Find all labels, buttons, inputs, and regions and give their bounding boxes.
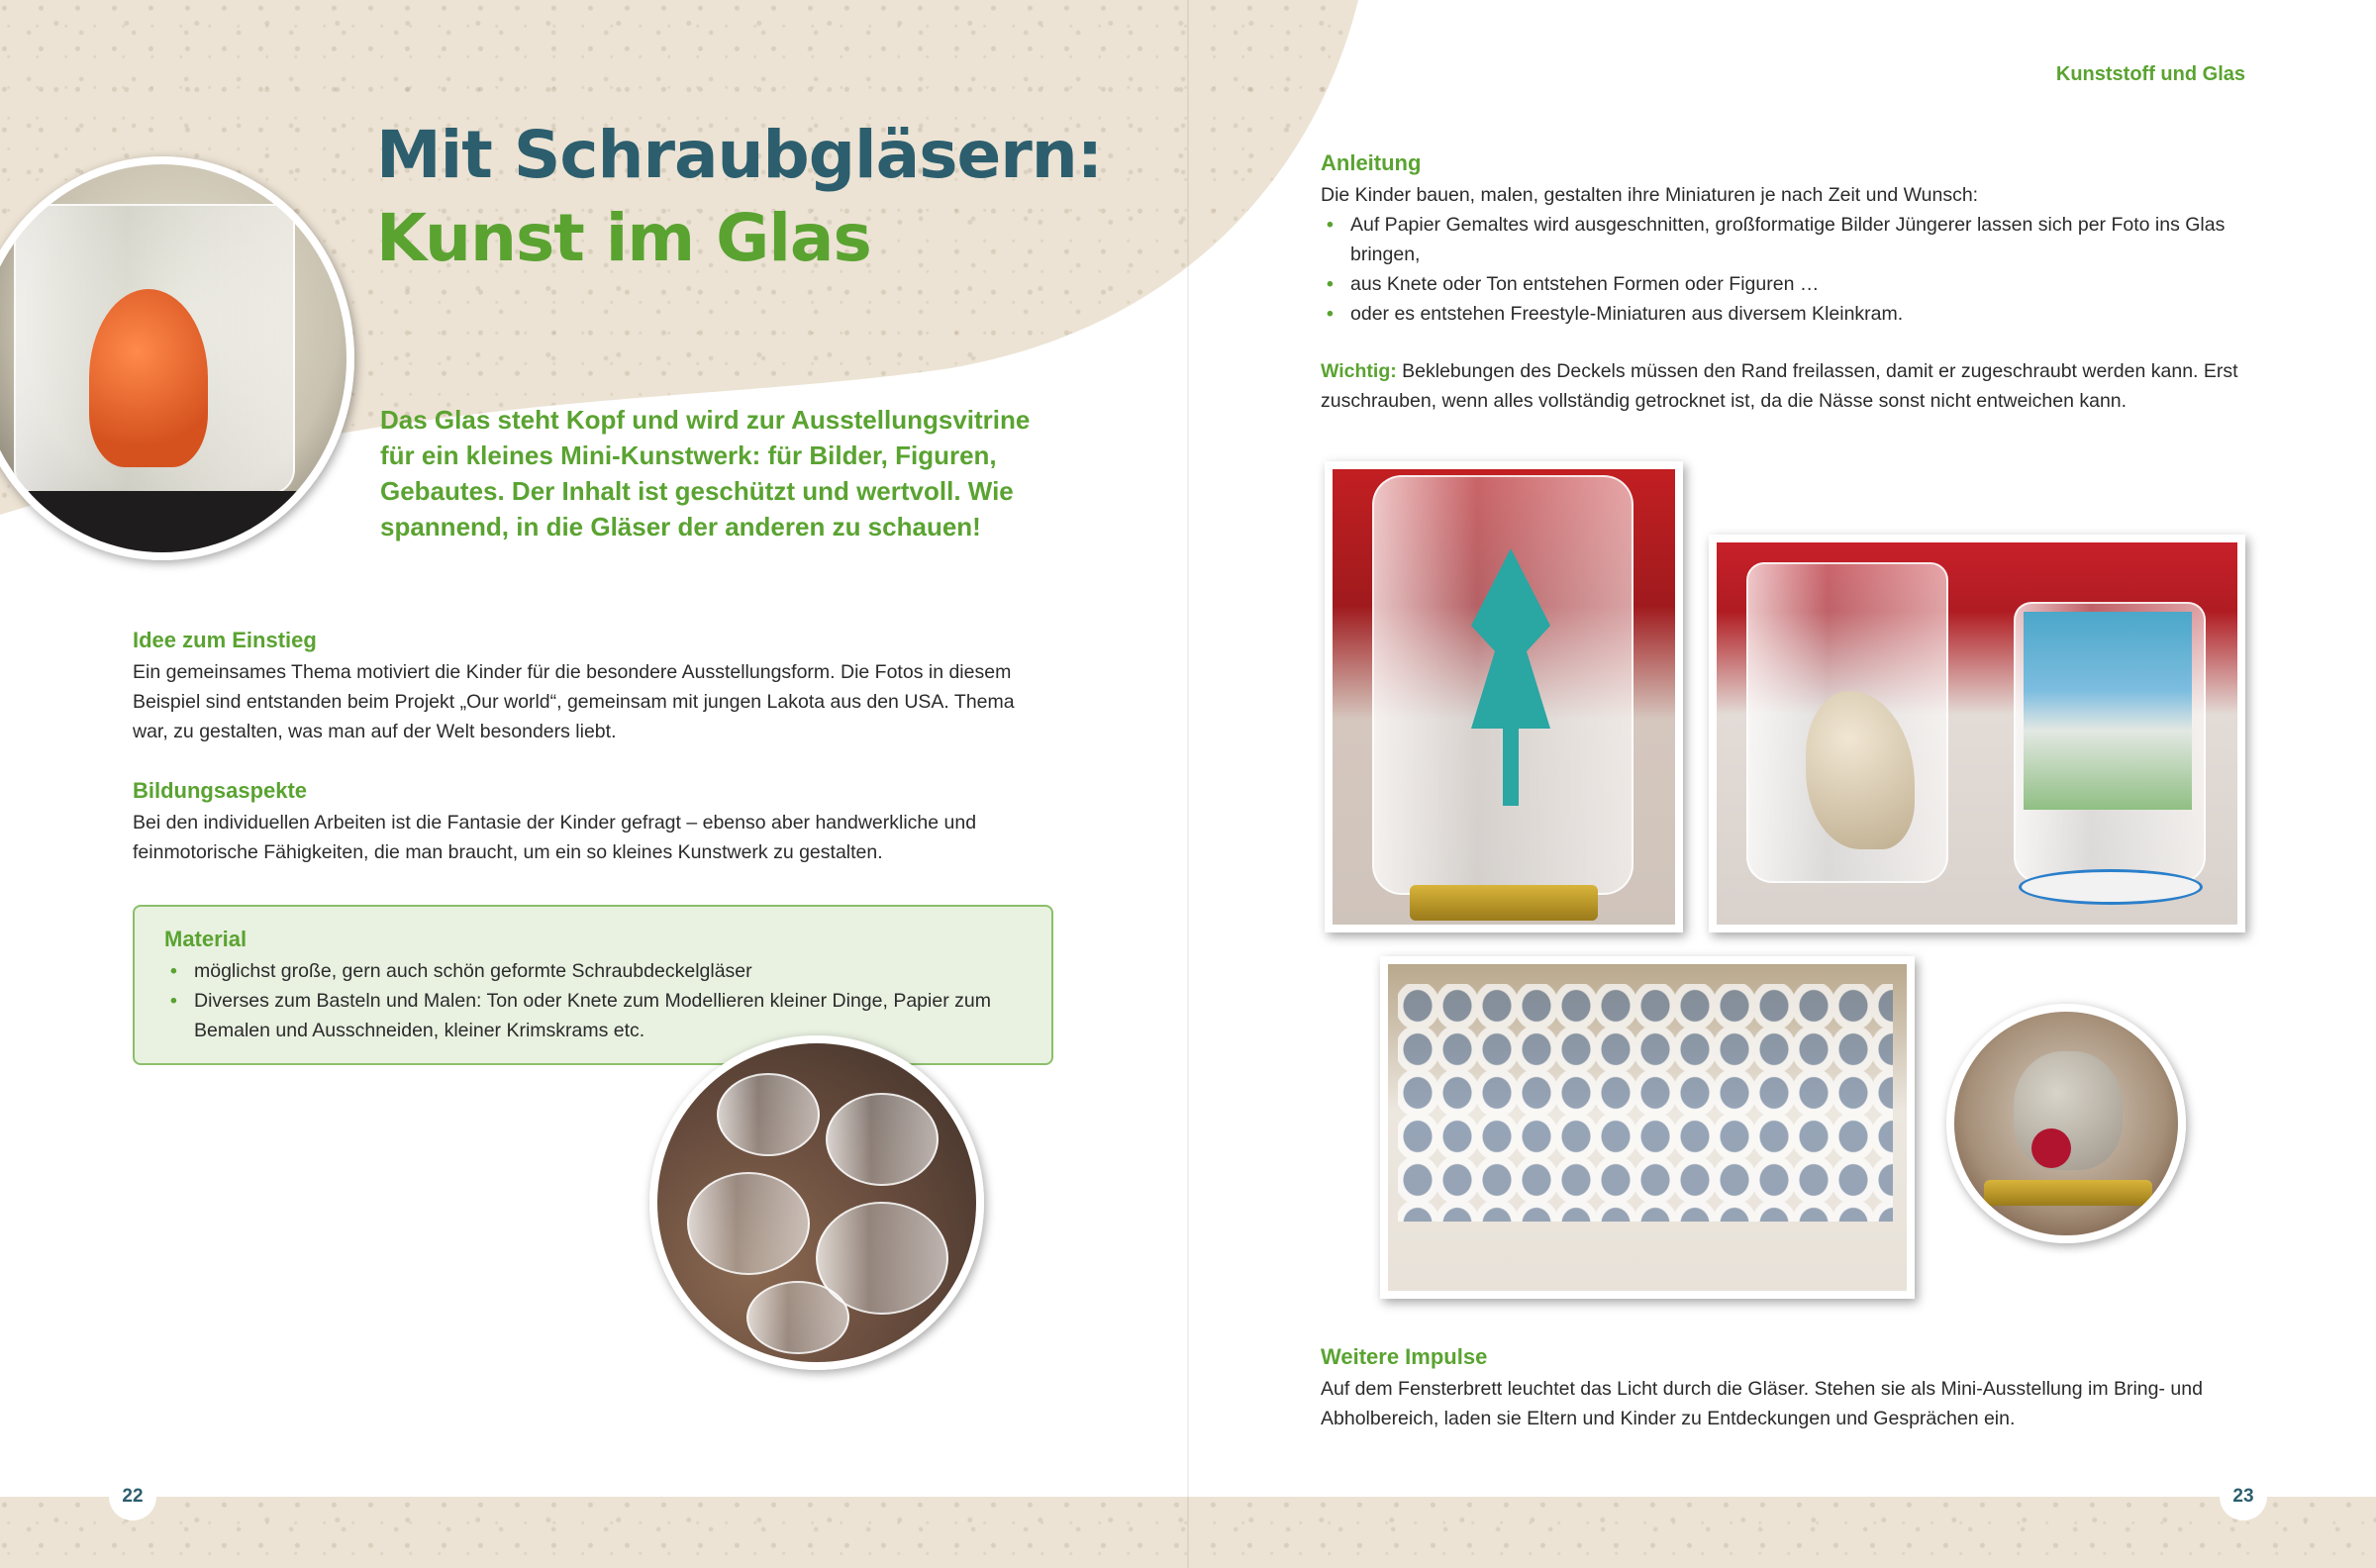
text-idee-zum-einstieg: Ein gemeinsames Thema motiviert die Kinder für die besondere Ausstellungsform. Die Fotos in diesem Beispiel sind entstanden beim Projekt „Our world“, gemeinsam mit jungen Lakota aus den USA. Thema war, zu gestalten, was man auf der Welt besonders liebt. [133, 661, 1015, 742]
list-item: • Diverses zum Basteln und Malen: Ton oder Knete zum Modellieren kleiner Dinge, Papier zum Bemalen und Ausschneiden, kleiner Krimskrams etc. [164, 986, 1036, 1045]
material-list [164, 956, 1036, 1045]
photo-empty-jars-jar [746, 1281, 849, 1354]
list-item: • oder es entstehen Freestyle-Miniaturen aus diversem Kleinkram. [1321, 299, 2251, 329]
wichtig-label: Wichtig: [1321, 360, 1397, 382]
photo-clay-figure-lid [1984, 1180, 2152, 1206]
list-item: • Auf Papier Gemaltes wird ausgeschnitten, großformatige Bilder Jüngerer lassen sich per Foto ins Glas bringen, [1321, 210, 2251, 269]
photo-two-jars [1709, 535, 2245, 932]
running-head: Kunststoff und Glas [2055, 63, 2245, 85]
page-number-right: 23 [2220, 1473, 2267, 1520]
photo-clay-figure-accent [2031, 1128, 2071, 1168]
photo-painted-people [2024, 612, 2192, 810]
heading-bildungsaspekte: Bildungsaspekte [133, 778, 308, 803]
text-bildungsaspekte: Bei den individuellen Arbeiten ist die Fantasie der Kinder gefragt – ebenso aber handwerkliche und feinmotorische Fähigkeiten, die man braucht, um ein so kleines Kunstwerk zu gestalten. [133, 812, 977, 863]
heading-anleitung: Anleitung [1321, 150, 1422, 175]
photo-jar-grid [1398, 984, 1893, 1222]
photo-empty-jars-jar [687, 1172, 810, 1275]
photo-jar-exhibition [1380, 956, 1915, 1299]
page-title-line-2: Kunst im Glas [376, 200, 871, 276]
photo-jar-exhibition-image [1388, 964, 1907, 1291]
photo-owl-figure [89, 289, 208, 467]
heading-idee-zum-einstieg: Idee zum Einstieg [133, 628, 317, 652]
text-anleitung-lead: Die Kinder bauen, malen, gestalten ihre Miniaturen je nach Zeit und Wunsch: [1321, 184, 1979, 206]
photo-painted-tall-jar-image [1333, 469, 1675, 925]
anleitung-list [1321, 210, 2251, 329]
page-gutter [1187, 0, 1189, 1568]
photo-empty-jars [649, 1035, 984, 1370]
text-weitere-impulse: Auf dem Fensterbrett leuchtet das Licht durch die Gläser. Stehen sie als Mini-Ausstellung im Bring- und Abholbereich, laden sie Eltern und Kinder zu Entdeckungen und Gesprächen ein. [1321, 1378, 2203, 1429]
wichtig-text: Beklebungen des Deckels müssen den Rand freilassen, damit er zugeschraubt werden kann. Erst zuschrauben, wenn alles vollständig getrocknet ist, da die Nässe sonst nicht entweichen kann. [1321, 360, 2238, 412]
list-item: • aus Knete oder Ton entstehen Formen oder Figuren … [1321, 269, 2251, 299]
material-box [133, 905, 1053, 1065]
heading-weitere-impulse: Weitere Impulse [1321, 1344, 1488, 1369]
text-wichtig [1321, 356, 2251, 416]
photo-empty-jars-jar [717, 1073, 820, 1156]
page-number-left: 22 [109, 1473, 156, 1520]
photo-empty-jars-jar [826, 1093, 939, 1186]
photo-clay-figure [1946, 1004, 2186, 1243]
photo-two-jars-lid [2019, 869, 2203, 905]
photo-painted-tall-jar [1325, 461, 1683, 932]
intro-paragraph: Das Glas steht Kopf und wird zur Ausstellungsvitrine für ein kleines Mini-Kunstwerk: für Bilder, Figuren, Gebautes. Der Inhalt ist geschützt und wertvoll. Wie spannend, in die Gläser der anderen zu schauen! [380, 405, 1031, 541]
page-title-line-1: Mit Schraubgläsern: [376, 117, 1103, 193]
heading-material: Material [164, 927, 248, 951]
photo-painted-tall-jar-lid [1410, 885, 1598, 921]
list-item: • möglichst große, gern auch schön geformte Schraubdeckelgläser [164, 956, 1036, 986]
photo-two-jars-image [1717, 542, 2237, 925]
photo-owl-base [0, 491, 335, 560]
